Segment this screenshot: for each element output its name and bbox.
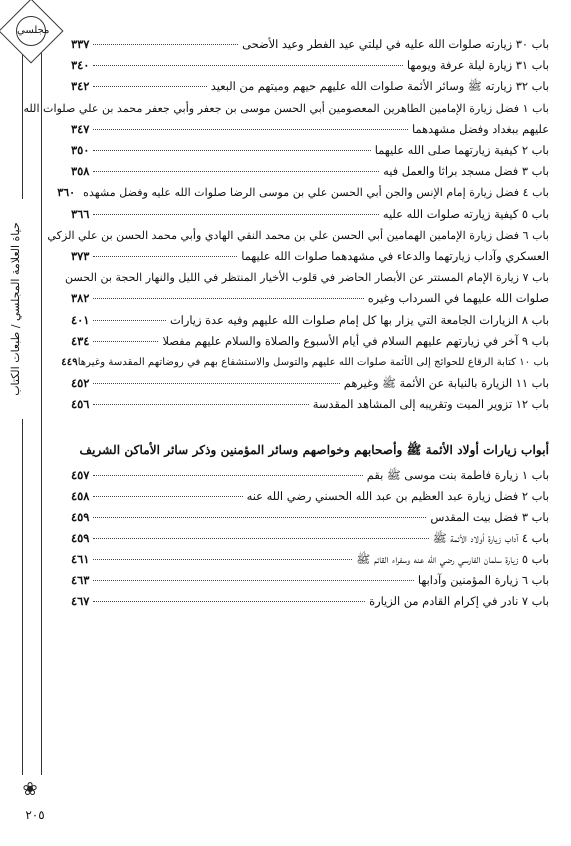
dot-leader: [93, 150, 370, 151]
toc-entry: باب ٣ فضل بيت المقدس ٤٥٩: [71, 507, 549, 528]
toc-entry: باب ٣ فضل مسجد براثا والعمل فيه ٣٥٨: [71, 161, 549, 182]
flower-ornament-icon: ❀: [22, 779, 38, 800]
toc-entry: باب ٨ الزيارات الجامعة التي يزار بها كل إمام صلوات الله عليهم وفيه عدة زيارات ٤٠١: [71, 310, 549, 331]
dot-leader: [93, 559, 352, 560]
entry-page: ٤٥٩: [71, 530, 90, 545]
entry-page: ٤٥٢: [71, 376, 90, 391]
running-title: حياة العلامة المجلسي / طبعات الكتاب: [9, 199, 27, 419]
dot-leader: [93, 475, 362, 476]
toc-entry: صلوات الله عليهما في السرداب وغيره ٣٨٢: [71, 288, 549, 309]
dot-leader: [93, 129, 408, 130]
entry-page: ٤٣٤: [71, 333, 90, 348]
dot-leader: [93, 86, 206, 87]
entry-page: ٣٨٢: [71, 291, 90, 306]
toc-section-2: [71, 465, 549, 612]
dot-leader: [93, 341, 158, 342]
dot-leader: [93, 580, 413, 581]
entry-page: ٣٦٠: [57, 186, 76, 200]
entry-page: ٤٥٨: [71, 488, 90, 503]
entry-page: ٤٥٦: [71, 397, 90, 412]
entry-page: ٣٧٣: [71, 249, 90, 264]
entry-page: ٤٥٧: [71, 467, 90, 482]
toc-entry: باب ٣٠ زيارته صلوات الله عليه في ليلتي عيد الفطر وعيد الأضحى ٣٣٧: [71, 34, 549, 55]
toc-entry: عليهم ببغداد وفضل مشهدهما ٣٤٧: [71, 119, 549, 140]
toc-entry: باب ٥ زيارة سلمان الفارسي رضي الله عنه وسفراء القائم ﷺ ٤٦١: [71, 549, 549, 570]
entry-page: ٣٤٢: [71, 79, 90, 94]
entry-page: ٣٤٧: [71, 121, 90, 136]
entry-page: ٤٠١: [71, 312, 90, 327]
entry-page: ٣٥٠: [71, 143, 90, 158]
toc-entry: باب ٢ فضل زيارة عبد العظيم بن عبد الله الحسني رضي الله عنه ٤٥٨: [71, 486, 549, 507]
toc-entry-line: باب ٧ زيارة الإمام المستتر عن الأبصار الحاضر في قلوب الأخيار المنتظر في الليل والنهار الحجة بن الحسن: [64, 271, 549, 285]
toc-entry: باب ٣٢ زيارته ﷺ وسائر الأئمة صلوات الله عليهم حيهم وميتهم من البعيد ٣٤٢: [71, 76, 549, 97]
toc-entry: باب ١٢ تزوير الميت وتقريبه إلى المشاهد المقدسة ٤٥٦: [71, 394, 549, 415]
entry-page: ٤٥٩: [71, 509, 90, 524]
dot-leader: [93, 320, 166, 321]
toc-entry: باب ١ زيارة فاطمة بنت موسى ﷺ بقم ٤٥٧: [71, 465, 549, 486]
dot-leader: [93, 383, 339, 384]
toc-entry: باب ١٠ كتابة الرقاع للحوائج إلى الأئمة صلوات الله عليهم والتوسل والاستشفاع بهم في روضاتهم المقدسة وغيرها ٤٤٩: [71, 352, 549, 373]
section-heading: أبواب زيارات أولاد الأئمة ﷺ وأصحابهم وخواصهم وسائر المؤمنين وذكر سائر الأماكن الشريف: [79, 442, 549, 457]
toc-entry: باب ٥ كيفية زيارته صلوات الله عليه ٣٦٦: [71, 204, 549, 225]
entry-page: ٣٥٨: [71, 164, 90, 179]
toc-entry: باب ٧ نادر في إكرام القادم من الزيارة ٤٦٧: [71, 591, 549, 612]
toc-entry: باب ٩ آخر في زيارتهم عليهم السلام في أيام الأسبوع والصلاة والسلام عليهم مفصلا ٤٣٤: [71, 331, 549, 352]
toc-entry-line: باب ١ فضل زيارة الإمامين الطاهرين المعصومين أبي الحسن موسى بن جعفر وأبي جعفر محمد بن علي صلوات الله: [23, 101, 549, 115]
emblem-logo: مجلسي: [16, 16, 46, 46]
toc-entry: باب ٤ آداب زيارة أولاد الأئمة ﷺ ٤٥٩: [71, 528, 549, 549]
toc-entry: باب ٦ زيارة المؤمنين وآدابها ٤٦٣: [71, 570, 549, 591]
entry-page: ٣٣٧: [71, 37, 90, 51]
dot-leader: [93, 496, 242, 497]
toc-entry: باب ٢ كيفية زيارتهما صلى الله عليهما ٣٥٠: [71, 140, 549, 161]
dot-leader: [93, 171, 379, 172]
toc-entry: العسكري وآداب زيارتهما والدعاء في مشهدهما صلوات الله عليهما ٣٧٣: [71, 246, 549, 267]
dot-leader: [93, 44, 238, 45]
dot-leader: [93, 517, 426, 518]
toc-section-1: [23, 34, 549, 416]
entry-page: ٤٦٧: [71, 593, 90, 608]
dot-leader: [93, 256, 237, 257]
dot-leader: [93, 298, 363, 299]
toc-entry: باب ٣١ زيارة ليلة عرفة ويومها ٣٤٠: [71, 55, 549, 76]
entry-page: ٤٦١: [71, 551, 90, 566]
dot-leader: [93, 214, 378, 215]
entry-page: ٤٦٣: [71, 572, 90, 587]
page-number: ٢٠٥: [25, 808, 45, 822]
entry-page: ٤٤٩: [61, 356, 78, 369]
dot-leader: [93, 538, 429, 539]
toc-entry-line: باب ٦ فضل زيارة الإمامين الهمامين أبي الحسن علي بن محمد النقي الهادي وأبي محمد الحسن بن علي الزكي: [47, 228, 549, 242]
dot-leader: [93, 404, 308, 405]
toc-entry: باب ٤ فضل زيارة إمام الإنس والجن أبي الحسن علي بن موسى الرضا صلوات الله عليه وفضل مشهده ٣٦٠: [71, 182, 549, 203]
entry-page: ٣٦٦: [71, 206, 90, 221]
toc-entry: باب ١١ الزيارة بالنيابة عن الأئمة ﷺ وغيرهم ٤٥٢: [71, 373, 549, 394]
dot-leader: [93, 65, 403, 66]
table-of-contents: [23, 34, 549, 612]
entry-page: ٣٤٠: [71, 58, 90, 73]
dot-leader: [93, 601, 365, 602]
